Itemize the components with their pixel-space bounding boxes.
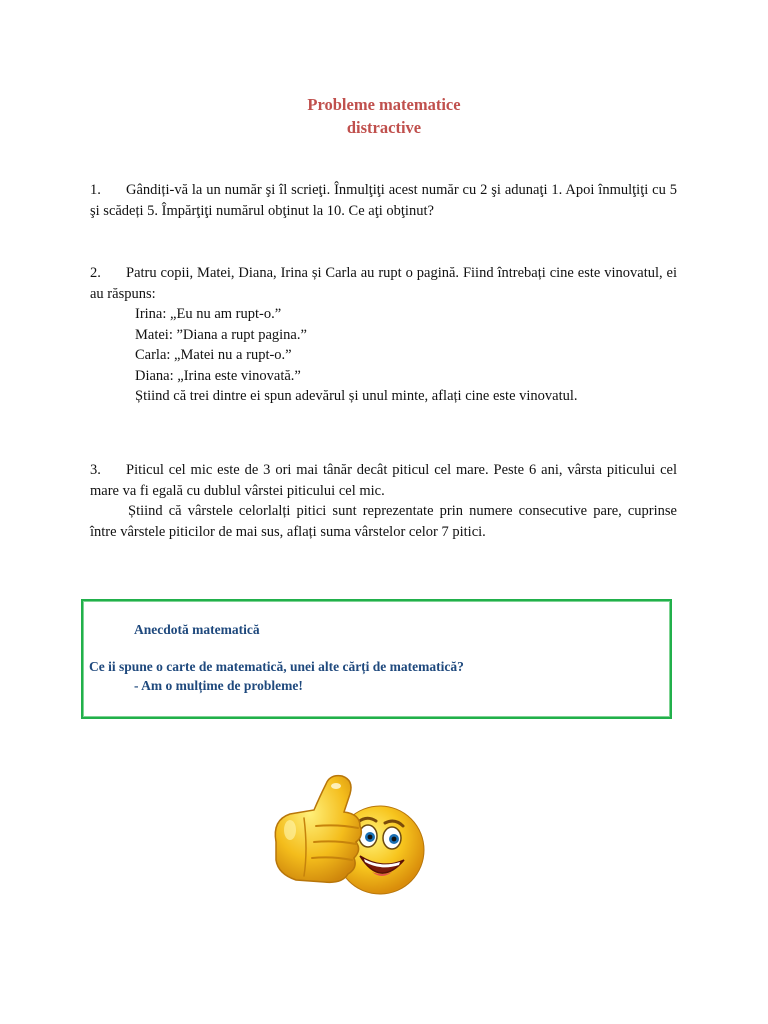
anecdote-heading: Anecdotă matematică [134, 622, 260, 637]
problem-2-text: Patru copii, Matei, Diana, Irina și Carla au rupt o pagină. Fiind întrebați cine este vinovatul, ei au răspuns: [90, 265, 677, 302]
problem-3-paragraph [90, 460, 677, 501]
problem-3-number: 3. [90, 462, 101, 478]
problem-1-paragraph [90, 180, 677, 221]
statement-irina: Irina: „Eu nu am rupt-o.” [135, 306, 282, 322]
anecdote-box [81, 599, 672, 719]
statement-diana: Diana: „Irina este vinovată.” [135, 367, 301, 384]
anecdote-question: Ce ii spune o carte de matematică, unei alte cărți de matematică? [89, 659, 464, 674]
problem-2-paragraph [90, 263, 677, 304]
problem-1 [90, 180, 677, 221]
statement-carla: Carla: „Matei nu a rupt-o.” [135, 347, 292, 363]
title-line-1: Probleme matematice [307, 95, 461, 114]
problem-3 [90, 460, 677, 542]
anecdote-answer: - Am o mulțime de probleme! [134, 678, 303, 693]
problem-1-text: Gândiți-vă la un număr şi îl scrieţi. Înmulţiţi acest număr cu 2 şi adunaţi 1. Apoi înmulţiţi cu 5 şi scădeți 5. Împărţiţi numărul obţinut la 10. Ce aţi obţinut? [90, 182, 677, 219]
problem-2-conclusion: Știind că trei dintre ei spun adevărul și unul minte, aflați cine este vinovatul. [135, 388, 578, 404]
page-title [0, 93, 768, 139]
problem-2-number: 2. [90, 265, 101, 281]
title-line-2: distractive [346, 118, 422, 137]
problem-3-text-2: Știind că vârstele celorlalți pitici sunt reprezentate prin numere consecutive pare, cuprinse între vârstele piticilor de mai sus, aflați suma vârstelor celor 7 pitici. [90, 503, 677, 540]
problem-2 [90, 263, 677, 407]
thumbs-up-smiley-icon [268, 770, 428, 898]
problem-3-text: Piticul cel mic este de 3 ori mai tânăr decât piticul cel mare. Peste 6 ani, vârsta piticului cel mare va fi egală cu dublul vârstei piticului cel mic. [90, 462, 677, 499]
problem-1-number: 1. [90, 182, 101, 198]
statement-matei: Matei: ”Diana a rupt pagina.” [135, 326, 307, 343]
